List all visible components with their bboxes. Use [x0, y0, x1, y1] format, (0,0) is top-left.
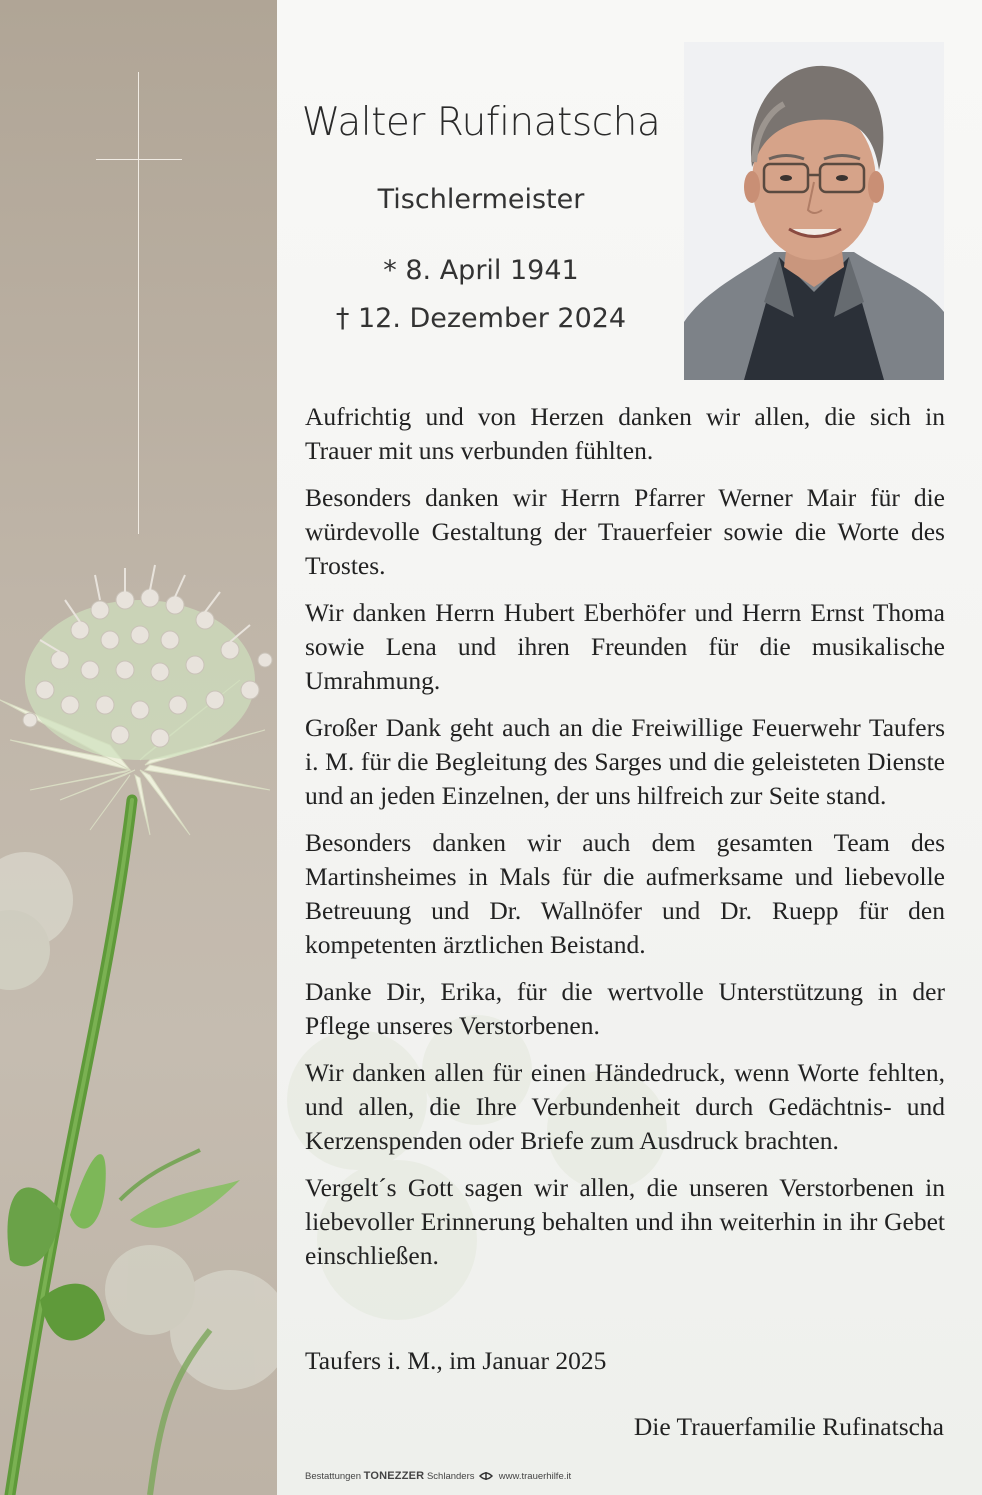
paragraph: Besonders danken wir Herrn Pfarrer Werner Mair für die würdevolle Gestaltung der Trauerfeier sowie die Worte des Trostes.: [305, 483, 945, 580]
footer-brand: TONEZZER: [363, 1470, 425, 1482]
footer: [305, 1470, 571, 1485]
paragraph: Besonders danken wir auch dem gesamten Team des Martinsheimes in Mals für die aufmerksame und liebevolle Betreuung und Dr. Wallnöfer und Dr. Ruepp für den kompetenten ärztlichen Beistand.: [305, 828, 945, 959]
footer-prefix: Bestattungen: [305, 1471, 361, 1482]
paragraph: Großer Dank geht auch an die Freiwillige Feuerwehr Taufers i. M. für die Begleitung des Sarges und die geleisteten Dienste und an jeden Einzelnen, der uns hilfreich zur Seite stand.: [305, 713, 945, 810]
left-panel: [0, 0, 277, 1495]
paragraph: Wir danken allen für einen Händedruck, wenn Worte fehlten, und allen, die Ihre Verbundenheit durch Gedächtnis- und Kerzenspenden oder Briefe zum Ausdruck brachten.: [305, 1058, 945, 1155]
death-date: † 12. Dezember 2024: [335, 303, 627, 334]
flower-decoration: [0, 0, 277, 1495]
paragraph: Vergelt´s Gott sagen wir allen, die unseren Verstorbenen in liebevoller Erinnerung behalten und ihn weiterhin in ihr Gebet einschließen.: [305, 1173, 945, 1270]
profession: Tischlermeister: [377, 184, 585, 215]
thanks-text: [305, 400, 945, 1286]
paragraph: Aufrichtig und von Herzen danken wir allen, die sich in Trauer mit uns verbunden fühlten.: [305, 402, 945, 465]
family-signature: Die Trauerfamilie Rufinatscha: [633, 1412, 944, 1441]
place-date: Taufers i. M., im Januar 2025: [305, 1346, 607, 1375]
birth-date: * 8. April 1941: [383, 255, 579, 286]
paragraph: Danke Dir, Erika, für die wertvolle Unterstützung in der Pflege unseres Verstorbenen.: [305, 977, 945, 1040]
portrait-photo: [684, 42, 944, 380]
footer-town: Schlanders: [426, 1471, 475, 1482]
footer-website[interactable]: www.trauerhilfe.it: [498, 1471, 572, 1482]
deceased-name: Walter Rufinatscha: [301, 100, 661, 145]
footer-logo-icon: [479, 1470, 493, 1485]
paragraph: Wir danken Herrn Hubert Eberhöfer und Herrn Ernst Thoma sowie Lena und ihren Freunden für die musikalische Umrahmung.: [305, 598, 945, 695]
